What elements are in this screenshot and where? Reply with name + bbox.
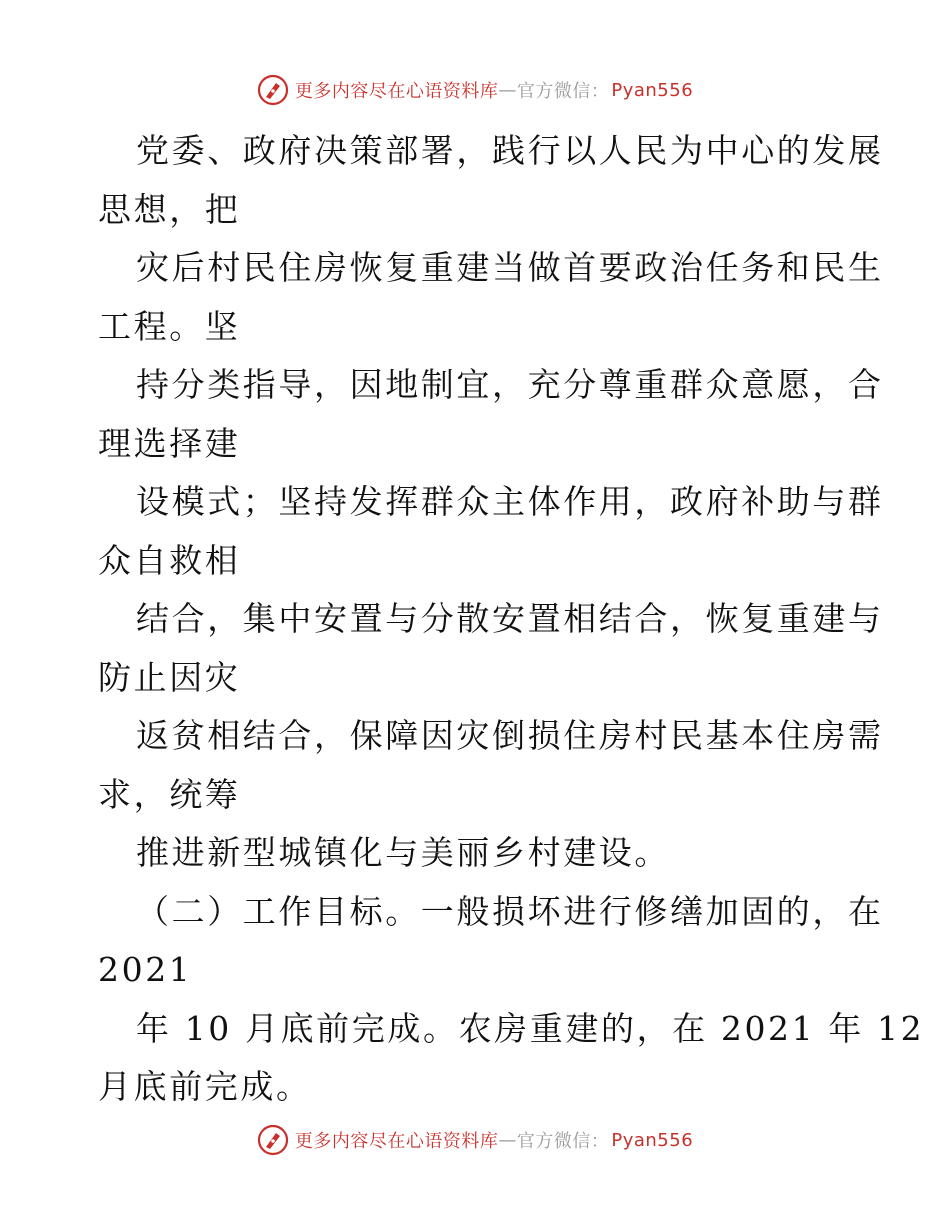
body-line: 工程。坚 bbox=[98, 306, 241, 346]
body-line: 年 10 月底前完成。农房重建的，在 2021 年 12 bbox=[136, 1008, 925, 1048]
watermark-label: 官方微信： bbox=[516, 1131, 610, 1152]
pen-nib-seal-icon bbox=[257, 74, 289, 106]
body-line: 防止因灾 bbox=[98, 657, 241, 697]
body-line: 设模式；坚持发挥群众主体作用，政府补助与群 bbox=[136, 482, 884, 521]
document-body bbox=[98, 122, 925, 1117]
body-line: 月底前完成。 bbox=[98, 1067, 312, 1106]
watermark-brand: 更多内容尽在心语资料库 bbox=[294, 1131, 499, 1152]
watermark-wechat-id: Pyan556 bbox=[611, 1129, 694, 1151]
body-line: 思想，把 bbox=[98, 189, 241, 229]
watermark-wechat-id: Pyan556 bbox=[611, 79, 694, 101]
header-watermark bbox=[0, 72, 950, 108]
watermark-brand: 更多内容尽在心语资料库 bbox=[294, 81, 499, 102]
body-line: 2021 bbox=[98, 950, 193, 989]
body-line: 众自救相 bbox=[98, 540, 241, 580]
footer-watermark bbox=[0, 1122, 950, 1158]
watermark-dash: — bbox=[498, 79, 517, 101]
body-line: （二）工作目标。一般损坏进行修缮加固的，在 bbox=[136, 891, 884, 931]
watermark-dash: — bbox=[498, 1129, 517, 1151]
watermark-label: 官方微信： bbox=[516, 81, 610, 102]
body-line: 灾后村民住房恢复重建当做首要政治任务和民生 bbox=[136, 248, 884, 287]
body-line: 党委、政府决策部署，践行以人民为中心的发展 bbox=[136, 131, 884, 170]
body-line: 理选择建 bbox=[98, 423, 241, 463]
pen-nib-seal-icon bbox=[257, 1124, 289, 1156]
body-line: 返贫相结合，保障因灾倒损住房村民基本住房需 bbox=[136, 716, 884, 755]
body-line: 持分类指导，因地制宜，充分尊重群众意愿，合 bbox=[136, 365, 884, 404]
body-line: 结合，集中安置与分散安置相结合，恢复重建与 bbox=[136, 599, 884, 638]
body-line: 推进新型城镇化与美丽乡村建设。 bbox=[136, 833, 670, 872]
body-line: 求，统筹 bbox=[98, 774, 241, 814]
